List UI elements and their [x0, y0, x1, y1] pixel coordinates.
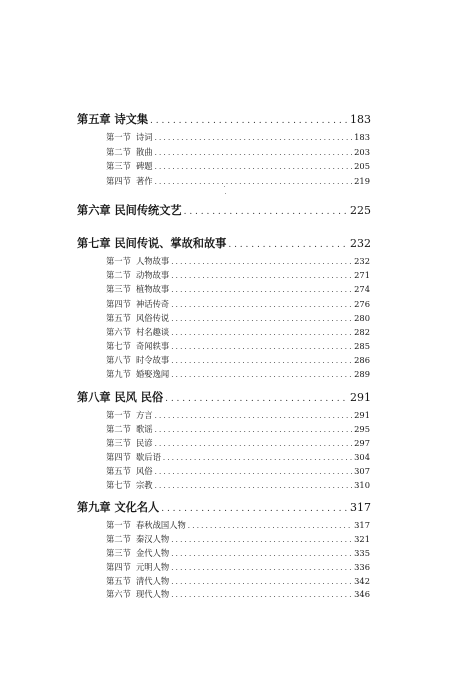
toc-section[interactable]	[106, 533, 370, 545]
section-page-number: 335	[354, 548, 370, 558]
dot-leader	[171, 329, 352, 337]
section-number: 第二节	[106, 147, 131, 157]
chapter-page-number: 232	[350, 237, 371, 250]
section-title: 风俗传说	[136, 313, 170, 323]
section-number: 第六节	[106, 327, 131, 337]
toc-section[interactable]	[106, 354, 370, 366]
dot-leader	[155, 412, 353, 420]
section-number: 第四节	[106, 452, 131, 462]
section-number: 第三节	[106, 161, 131, 171]
section-number: 第八节	[106, 355, 131, 365]
section-title: 清代人物	[136, 576, 170, 586]
toc-chapter[interactable]	[77, 389, 371, 405]
section-page-number: 286	[354, 355, 370, 365]
section-title: 民谚	[136, 438, 153, 448]
dot-leader	[155, 149, 353, 157]
section-title: 方言	[136, 410, 153, 420]
section-number: 第二节	[106, 424, 131, 434]
toc-section[interactable]	[106, 547, 370, 559]
section-title: 奇闻轶事	[136, 341, 170, 351]
toc-section[interactable]	[106, 146, 370, 158]
dot-leader	[171, 315, 352, 323]
dot-leader	[188, 522, 352, 530]
section-title: 时令故事	[136, 355, 170, 365]
dot-leader	[171, 258, 352, 266]
dot-leader	[171, 564, 352, 572]
toc-section[interactable]	[106, 269, 370, 281]
dot-leader	[155, 163, 353, 171]
section-page-number: 232	[354, 256, 370, 266]
section-title: 神话传奇	[136, 299, 170, 309]
section-title: 风俗	[136, 466, 153, 476]
toc-section[interactable]	[106, 423, 370, 435]
section-page-number: 291	[354, 410, 370, 420]
dot-leader	[171, 343, 352, 351]
dot-leader	[155, 134, 353, 142]
section-number: 第九节	[106, 369, 131, 379]
dot-leader	[163, 454, 352, 462]
section-number: 第二节	[106, 534, 131, 544]
section-title: 散曲	[136, 147, 153, 157]
dot-leader	[171, 286, 352, 294]
dot-leader	[171, 536, 352, 544]
dot-leader	[155, 426, 353, 434]
dot-leader	[171, 578, 352, 586]
section-page-number: 282	[354, 327, 370, 337]
scan-speck	[224, 213, 225, 214]
toc-section[interactable]	[106, 298, 370, 310]
section-page-number: 310	[354, 480, 370, 490]
chapter-page-number: 225	[350, 204, 371, 217]
toc-section[interactable]	[106, 588, 370, 600]
toc-section[interactable]	[106, 255, 370, 267]
toc-chapter[interactable]	[77, 202, 371, 218]
section-title: 秦汉人物	[136, 534, 170, 544]
section-title: 宗教	[136, 480, 153, 490]
section-number: 第四节	[106, 299, 131, 309]
toc-section[interactable]	[106, 175, 370, 187]
toc-section[interactable]	[106, 479, 370, 491]
section-number: 第三节	[106, 438, 131, 448]
section-page-number: 219	[354, 176, 370, 186]
section-number: 第一节	[106, 132, 131, 142]
dot-leader	[165, 394, 348, 404]
section-page-number: 295	[354, 424, 370, 434]
section-title: 元明人物	[136, 562, 170, 572]
chapter-title: 第九章 文化名人	[77, 500, 160, 514]
scan-speck	[225, 193, 226, 194]
section-page-number: 304	[354, 452, 370, 462]
section-title: 歌谣	[136, 424, 153, 434]
section-number: 第五节	[106, 576, 131, 586]
dot-leader	[155, 482, 353, 490]
section-number: 第七节	[106, 341, 131, 351]
section-title: 碑题	[136, 161, 153, 171]
chapter-page-number: 291	[350, 391, 371, 404]
toc-chapter[interactable]	[77, 111, 371, 127]
section-page-number: 336	[354, 562, 370, 572]
dot-leader	[161, 504, 348, 514]
dot-leader	[228, 240, 348, 250]
toc-section[interactable]	[106, 519, 370, 531]
section-page-number: 183	[354, 132, 370, 142]
section-title: 人物故事	[136, 256, 170, 266]
dot-leader	[171, 371, 352, 379]
chapter-title: 第五章 诗文集	[77, 112, 149, 126]
section-title: 著作	[136, 176, 153, 186]
section-title: 婚娶逸闻	[136, 369, 170, 379]
dot-leader	[171, 357, 352, 365]
toc-chapter[interactable]	[77, 235, 371, 251]
toc-section[interactable]	[106, 465, 370, 477]
section-title: 植物故事	[136, 284, 170, 294]
section-page-number: 205	[354, 161, 370, 171]
section-page-number: 276	[354, 299, 370, 309]
section-title: 春秋战国人物	[136, 520, 186, 530]
section-page-number: 280	[354, 313, 370, 323]
dot-leader	[171, 272, 352, 280]
section-page-number: 297	[354, 438, 370, 448]
section-page-number: 271	[354, 270, 370, 280]
section-number: 第六节	[106, 589, 131, 599]
toc-section[interactable]	[106, 575, 370, 587]
toc-section[interactable]	[106, 326, 370, 338]
section-page-number: 307	[354, 466, 370, 476]
section-page-number: 342	[354, 576, 370, 586]
chapter-title: 第七章 民间传说、掌故和故事	[77, 236, 227, 250]
dot-leader	[155, 468, 353, 476]
section-page-number: 203	[354, 147, 370, 157]
section-title: 现代人物	[136, 589, 170, 599]
section-number: 第四节	[106, 176, 131, 186]
dot-leader	[150, 116, 348, 126]
dot-leader	[155, 178, 353, 186]
toc-section[interactable]	[106, 561, 370, 573]
dot-leader	[155, 440, 353, 448]
dot-leader	[171, 550, 352, 558]
section-title: 村名趣谈	[136, 327, 170, 337]
chapter-page-number: 183	[350, 113, 371, 126]
section-title: 歇后语	[136, 452, 161, 462]
section-page-number: 274	[354, 284, 370, 294]
toc-section[interactable]	[106, 131, 370, 143]
section-page-number: 285	[354, 341, 370, 351]
section-title: 动物故事	[136, 270, 170, 280]
section-number: 第一节	[106, 520, 131, 530]
toc-section[interactable]	[106, 312, 370, 324]
dot-leader	[171, 591, 352, 599]
section-page-number: 346	[354, 589, 370, 599]
toc-section[interactable]	[106, 160, 370, 172]
scan-speck	[224, 186, 225, 187]
section-number: 第三节	[106, 284, 131, 294]
section-page-number: 289	[354, 369, 370, 379]
toc-section[interactable]	[106, 283, 370, 295]
section-number: 第七节	[106, 480, 131, 490]
toc-section[interactable]	[106, 368, 370, 380]
section-number: 第一节	[106, 410, 131, 420]
dot-leader	[171, 301, 352, 309]
section-number: 第三节	[106, 548, 131, 558]
section-page-number: 317	[354, 520, 370, 530]
chapter-page-number: 317	[350, 501, 371, 514]
toc-section[interactable]	[106, 437, 370, 449]
toc-section[interactable]	[106, 451, 370, 463]
section-number: 第五节	[106, 466, 131, 476]
section-number: 第一节	[106, 256, 131, 266]
chapter-title: 第六章 民间传统文艺	[77, 203, 182, 217]
section-title: 金代人物	[136, 548, 170, 558]
section-number: 第二节	[106, 270, 131, 280]
section-number: 第五节	[106, 313, 131, 323]
section-page-number: 321	[354, 534, 370, 544]
dot-leader	[184, 207, 348, 217]
toc-section[interactable]	[106, 340, 370, 352]
chapter-title: 第八章 民风 民俗	[77, 390, 164, 404]
toc-chapter[interactable]	[77, 499, 371, 515]
section-title: 诗词	[136, 132, 153, 142]
section-number: 第四节	[106, 562, 131, 572]
toc-section[interactable]	[106, 409, 370, 421]
